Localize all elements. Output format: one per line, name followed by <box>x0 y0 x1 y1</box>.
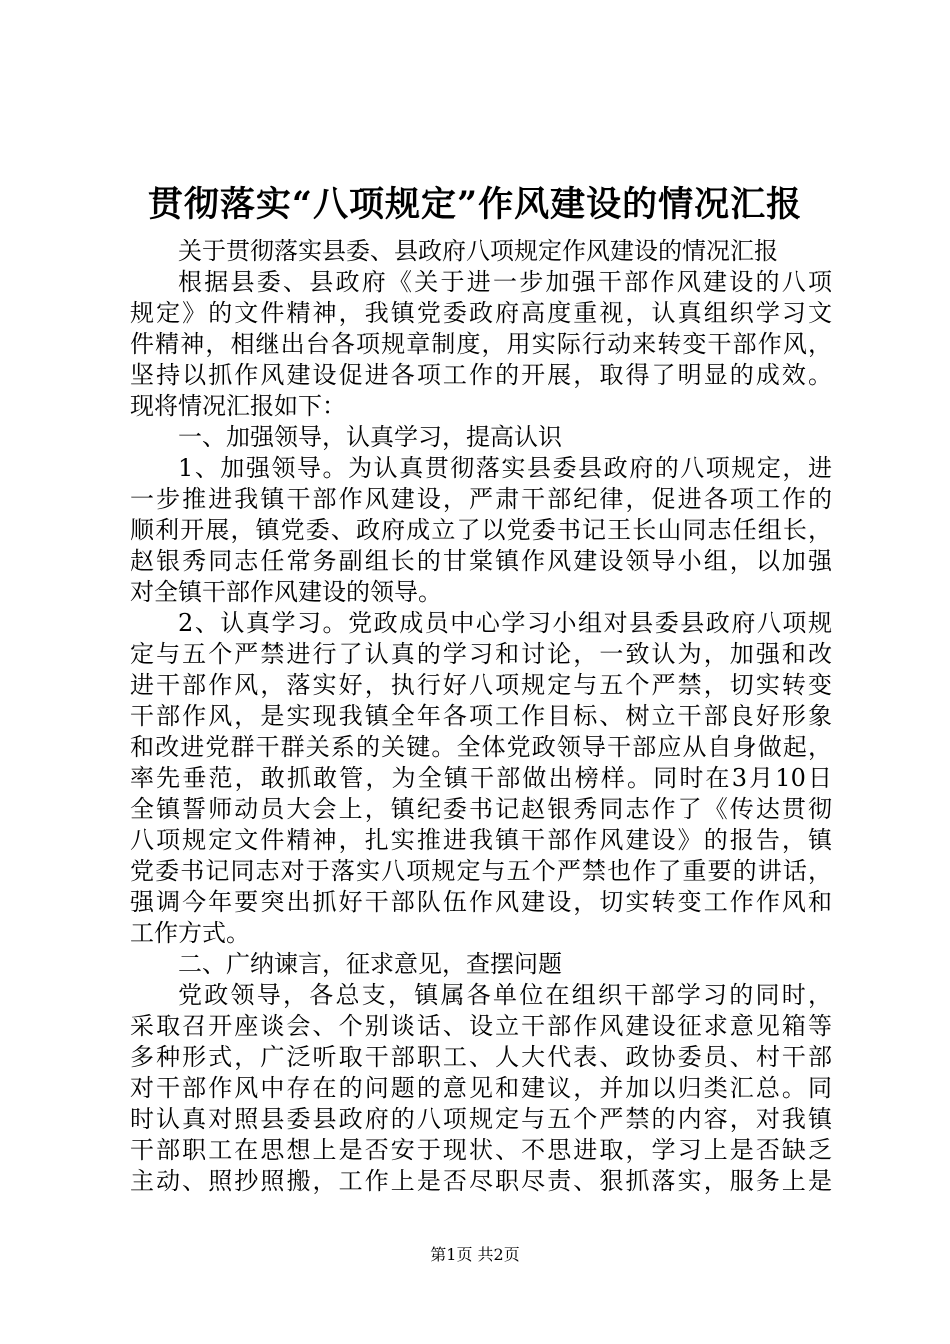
text-line: 二、广纳谏言，征求意见，查摆问题 <box>178 950 562 978</box>
text-line: 工作方式。 <box>130 919 250 947</box>
text-line: 八项规定文件精神，扎实推进我镇干部作风建设》的报告，镇 <box>130 826 832 854</box>
text-line: 时认真对照县委县政府的八项规定与五个严禁的内容，对我镇 <box>130 1105 832 1133</box>
document-body <box>130 236 832 1197</box>
text-line: 定与五个严禁进行了认真的学习和讨论，一致认为，加强和改 <box>130 640 832 668</box>
text-line: 坚持以抓作风建设促进各项工作的开展，取得了明显的成效。 <box>130 361 832 389</box>
text-line: 率先垂范，敢抓敢管，为全镇干部做出榜样。同时在3月10日 <box>130 764 832 792</box>
page-number-footer: 第1页 共2页 <box>430 1245 520 1264</box>
text-line: 对全镇干部作风建设的领导。 <box>130 578 442 606</box>
text-line: 党委书记同志对于落实八项规定与五个严禁也作了重要的讲话， <box>130 857 832 885</box>
text-line: 采取召开座谈会、个别谈话、设立干部作风建设征求意见箱等 <box>130 1012 832 1040</box>
text-line: 一步推进我镇干部作风建设，严肃干部纪律，促进各项工作的 <box>130 485 832 513</box>
text-line: 多种形式，广泛听取干部职工、人大代表、政协委员、村干部 <box>130 1043 832 1071</box>
text-line: 1、加强领导。为认真贯彻落实县委县政府的八项规定，进 <box>178 454 832 482</box>
text-line: 强调今年要突出抓好干部队伍作风建设，切实转变工作作风和 <box>130 888 832 916</box>
text-line: 主动、照抄照搬，工作上是否尽职尽责、狠抓落实，服务上是 <box>130 1167 832 1195</box>
text-line: 和改进党群干群关系的关键。全体党政领导干部应从自身做起， <box>130 733 832 761</box>
text-line: 党政领导，各总支，镇属各单位在组织干部学习的同时， <box>178 981 832 1009</box>
text-line: 干部职工在思想上是否安于现状、不思进取，学习上是否缺乏 <box>130 1136 832 1164</box>
text-line: 干部作风，是实现我镇全年各项工作目标、树立干部良好形象 <box>130 702 832 730</box>
text-line: 2、认真学习。党政成员中心学习小组对县委县政府八项规 <box>178 609 832 637</box>
text-line: 规定》的文件精神，我镇党委政府高度重视，认真组织学习文 <box>130 299 832 327</box>
text-line: 根据县委、县政府《关于进一步加强干部作风建设的八项 <box>178 268 832 296</box>
text-line: 现将情况汇报如下： <box>130 392 346 420</box>
text-line: 进干部作风，落实好，执行好八项规定与五个严禁，切实转变 <box>130 671 832 699</box>
text-line: 赵银秀同志任常务副组长的甘棠镇作风建设领导小组，以加强 <box>130 547 832 575</box>
text-line: 一、加强领导，认真学习，提高认识 <box>178 423 562 451</box>
text-line: 全镇誓师动员大会上，镇纪委书记赵银秀同志作了《传达贯彻 <box>130 795 832 823</box>
text-line: 关于贯彻落实县委、县政府八项规定作风建设的情况汇报 <box>178 237 778 265</box>
text-line: 件精神，相继出台各项规章制度，用实际行动来转变干部作风， <box>130 330 832 358</box>
text-line: 顺利开展，镇党委、政府成立了以党委书记王长山同志任组长， <box>130 516 832 544</box>
text-line: 对干部作风中存在的问题的意见和建议，并加以归类汇总。同 <box>130 1074 832 1102</box>
document-title: 贯彻落实“八项规定”作风建设的情况汇报 <box>147 184 803 225</box>
